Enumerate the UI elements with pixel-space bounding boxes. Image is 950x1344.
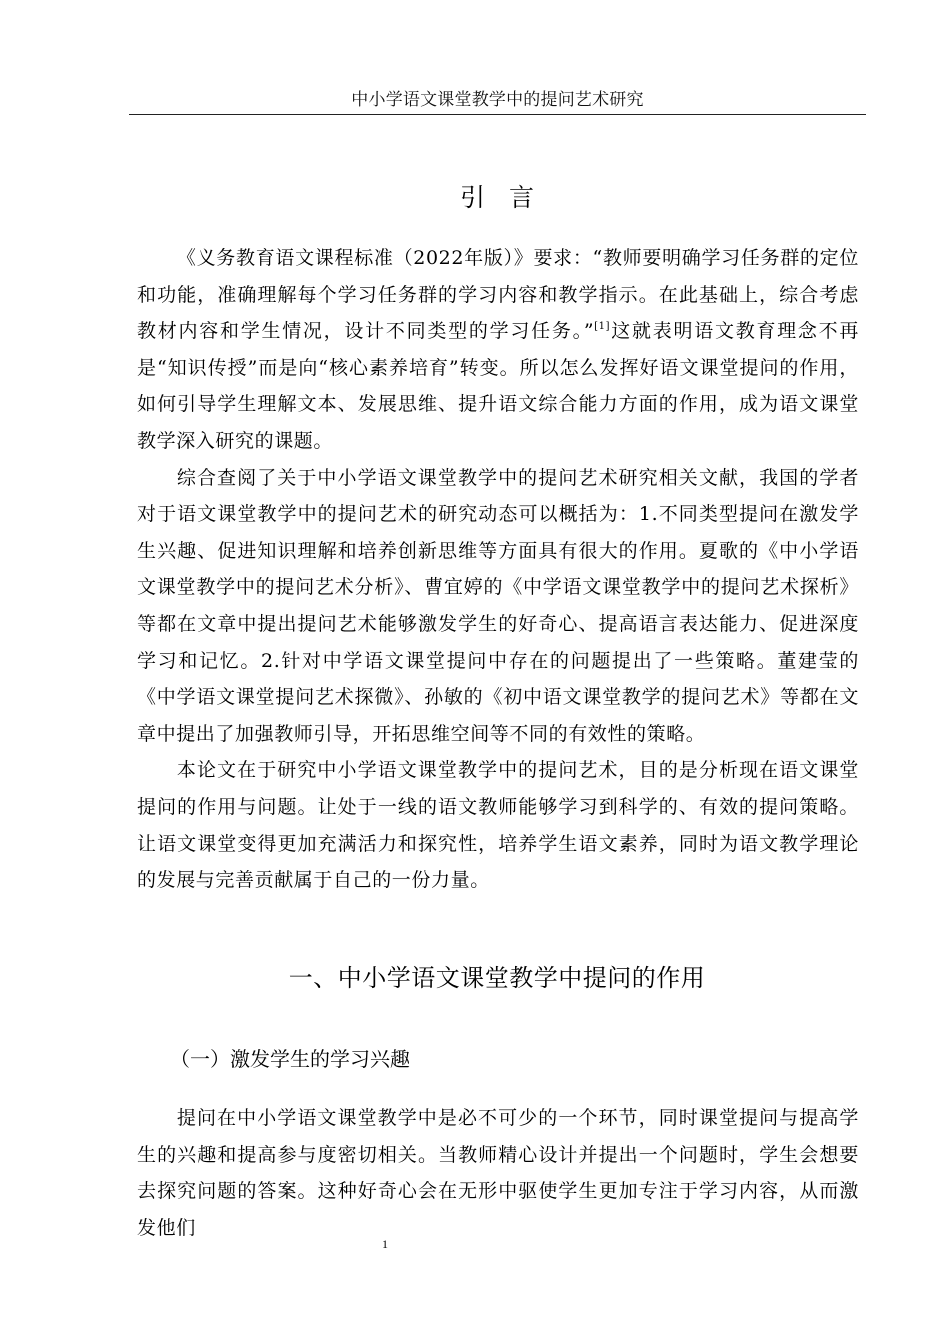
introduction-paragraph-3: 本论文在于研究中小学语文课堂教学中的提问艺术，目的是分析现在语文课堂提问的作用与问题。让处于一线的语文教师能够学习到科学的、有效的提问策略。让语文课堂变得更加充满活力和探究性，培养学生语文素养，同时为语文教学理论的发展与完善贡献属于自己的一份力量。 — [137, 759, 859, 892]
paragraph-text: 这就表明语文教育理念不再是“知识传授”而是向“核心素养培育”转变。所以怎么发挥好语文课堂提问的作用，如何引导学生理解文本、发展思维、提升语文综合能力方面的作用，成为语文课堂教学深入研究的课题。 — [137, 320, 860, 452]
running-header: 中小学语文课堂教学中的提问艺术研究 — [351, 90, 644, 110]
header-rule — [129, 114, 866, 115]
subsection-body — [137, 1100, 859, 1246]
subsection-paragraph-1: 提问在中小学语文课堂教学中是必不可少的一个环节，同时课堂提问与提高学生的兴趣和提高参与度密切相关。当教师精心设计并提出一个问题时，学生会想要去探究问题的答案。这种好奇心会在无形中驱使学生更加专注于学习内容，从而激发他们 — [137, 1107, 859, 1239]
introduction-paragraph-2: 综合查阅了关于中小学语文课堂教学中的提问艺术研究相关文献，我国的学者对于语文课堂教学中的提问艺术的研究动态可以概括为：1.不同类型提问在激发学生兴趣、促进知识理解和培养创新思维等方面具有很大的作用。夏歌的《中小学语文课堂教学中的提问艺术分析》、曹宜婷的《中学语文课堂教学中的提问艺术探析》等都在文章中提出提问艺术能够激发学生的好奇心、提高语言表达能力、促进深度学习和记忆。2.针对中学语文课堂提问中存在的问题提出了一些策略。董建莹的《中学语文课堂提问艺术探微》、孙敏的《初中语文课堂教学的提问艺术》等都在文章中提出了加强教师引导，开拓思维空间等不同的有效性的策略。 — [137, 466, 859, 745]
introduction-title: 引言 — [459, 183, 558, 212]
section-heading: 一、中小学语文课堂教学中提问的作用 — [288, 964, 706, 992]
page-number: 1 — [382, 1237, 388, 1251]
subsection-heading: （一）激发学生的学习兴趣 — [170, 1047, 410, 1071]
citation-marker: [1] — [594, 321, 611, 333]
introduction-paragraph-1 — [137, 240, 859, 460]
paragraph-text: 《义务教育语文课程标准（2022年版）》要求：“教师要明确学习任务群的定位和功能，准确理解每个学习任务群的学习内容和教学指示。在此基础上，综合考虑教材内容和学生情况，设计不同类型的学习任务。” — [137, 247, 859, 343]
introduction-body — [137, 240, 859, 899]
